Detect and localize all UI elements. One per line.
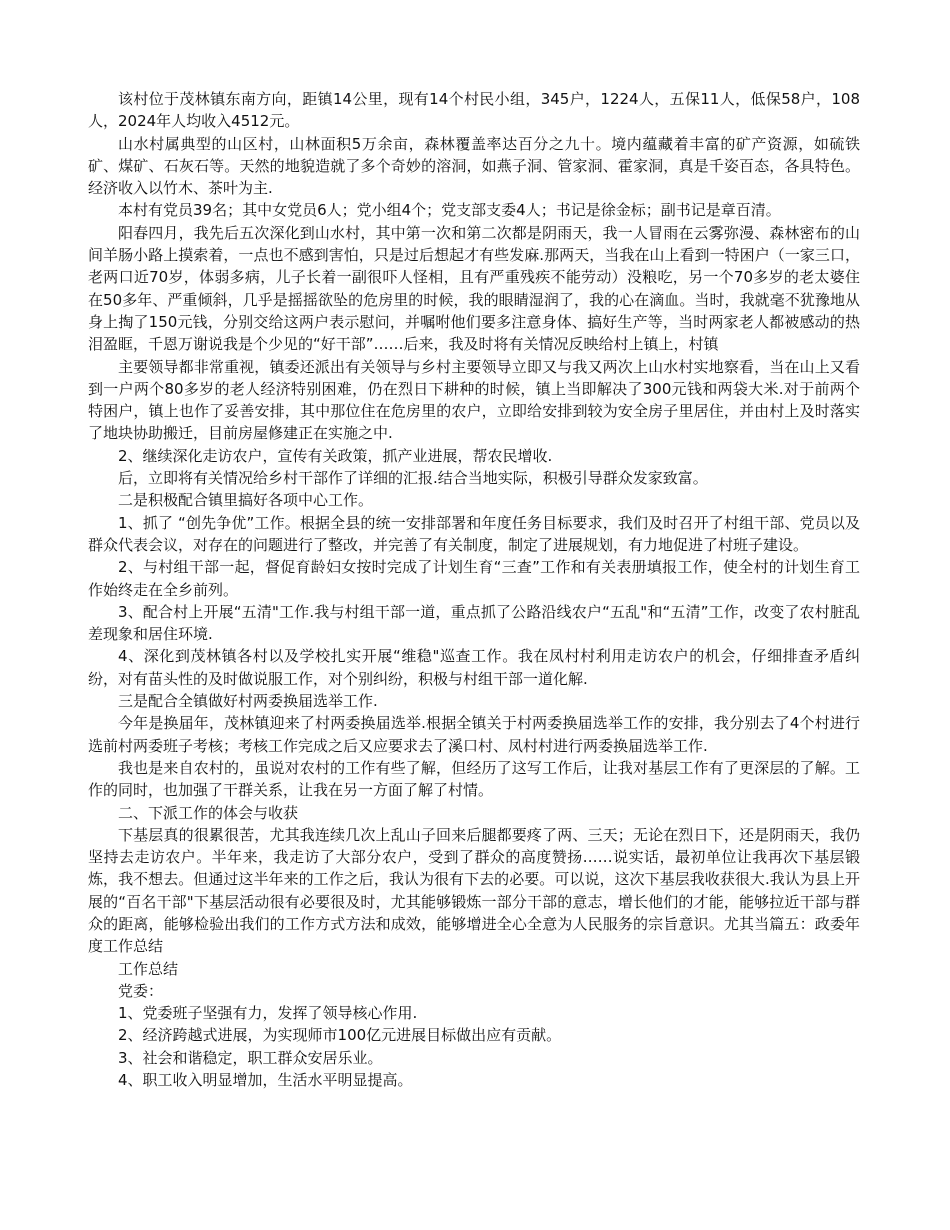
paragraph: 后，立即将有关情况给乡村干部作了详细的汇报.结合当地实际，积极引导群众发家致富。 — [118, 469, 708, 488]
paragraph: 我也是来自农村的，虽说对农村的工作有些了解，但经历了这写工作后，让我对基层工作有了更深层的了解。工作的同时，也加强了干群关系，让我在另一方面了解了村情。 — [88, 758, 860, 800]
paragraph: 4、深化到茂林镇各村以及学校扎实开展“维稳"巡查工作。我在凤村村利用走访农户的机会，仔细排查矛盾纠纷，对有苗头性的及时做说服工作，对个别纠纷，积极与村组干部一道化解. — [88, 647, 861, 688]
paragraph: 山水村属典型的山区村，山林面积5万余亩，森林覆盖率达百分之九十。境内蕴藏着丰富的矿产资源，如硫铁矿、煤矿、石灰石等。天然的地貌造就了多个奇妙的溶洞，如燕子洞、管家洞、霍家洞，真是千姿百态，各具特色。经济收入以竹木、茶叶为主. — [88, 134, 860, 198]
paragraph: 本村有党员39名；其中女党员6人；党小组4个；党支部支委4人；书记是徐金标；副书记是章百清。 — [118, 201, 781, 220]
paragraph: 2、继续深化走访农户，宣传有关政策，抓产业进展，帮农民增收. — [118, 446, 553, 465]
section-heading: 二是积极配合镇里搞好各项中心工作。 — [118, 491, 374, 510]
paragraph: 1、抓了 “创先争优”工作。根据全县的统一安排部署和年度任务目标要求，我们及时召开了村组干部、党员以及群众代表会议，对存在的问题进行了整改，并完善了有关制度，制定了进展规划，有力地促进了村班子建设。 — [88, 513, 860, 554]
paragraph: 阳春四月，我先后五次深化到山水村，其中第一次和第二次都是阴雨天，我一人冒雨在云雾弥漫、森林密布的山间羊肠小路上摸索着，一点也不感到害怕，只是过后想起才有些发麻.那两天，当我在山上看到一特困户（一家三口，老两口近70岁，体弱多病，儿子长着一副很吓人怪相，且有严重残疾不能劳动）没粮吃，另一个70多岁的老太婆住在50多年、严重倾斜，几乎是摇摇欲坠的危房里的时候，我的眼睛湿润了，我的心在滴血。当时，我就毫不犹豫地从身上掏了150元钱，分别交给这两户表示慰问，并嘱咐他们要多注意身体、搞好生产等，当时两家老人都被感动的热泪盈眶，千恩万谢说我是个少见的“好干部”……后来，我及时将有关情况反映给村上镇上，村镇 — [88, 223, 860, 354]
list-item: 3、社会和谐稳定，职工群众安居乐业。 — [118, 1048, 383, 1067]
paragraph: 下基层真的很累很苦，尤其我连续几次上乱山子回来后腿都要疼了两、三天；无论在烈日下，还是阴雨天，我仍坚持去走访农户。半年来，我走访了大部分农户，受到了群众的高度赞扬……说实话，最初单位让我再次下基层锻炼，我不想去。但通过这半年来的工作之后，我认为很有下去的必要。可以说，这次下基层我收获很大.我认为县上开展的“百名干部"下基层活动很有必要很及时，尤其能够锻炼一部分干部的意志，增长他们的才能，能够拉近干部与群众的距离，能够检验出我们的工作方式方法和成效，能够增进全心全意为人民服务的宗旨意识。尤其当篇五：政委年度工作总结 — [88, 825, 860, 956]
paragraph: 2、与村组干部一起，督促育龄妇女按时完成了计划生育“三查”工作和有关表册填报工作，使全村的计划生育工作始终走在全乡前列。 — [88, 558, 860, 599]
paragraph: 今年是换届年，茂林镇迎来了村两委换届选举.根据全镇关于村两委换届选举工作的安排，我分别去了4个村进行选前村两委班子考核；考核工作完成之后又应要求去了溪口村、凤村村进行两委换届选举工作. — [88, 714, 860, 755]
document-body — [88, 88, 860, 1091]
section-heading: 二、下派工作的体会与收获 — [118, 803, 299, 822]
paragraph: 党委： — [118, 981, 164, 1000]
list-item: 1、党委班子坚强有力，发挥了领导核心作用. — [118, 1004, 418, 1023]
list-item: 4、职工收入明显增加，生活水平明显提高。 — [118, 1071, 413, 1090]
section-heading: 三是配合全镇做好村两委换届选举工作. — [118, 692, 378, 711]
paragraph: 3、配合村上开展“五清"工作.我与村组干部一道，重点抓了公路沿线农户“五乱"和“五清”工作，改变了农村脏乱差现象和居住环境. — [88, 602, 860, 644]
paragraph: 该村位于茂林镇东南方向，距镇14公里，现有14个村民小组，345户，1224人，五保11人，低保58户，108人，2024年人均收入4512元。 — [88, 90, 860, 131]
section-heading: 工作总结 — [118, 959, 179, 978]
paragraph: 主要领导都非常重视，镇委还派出有关领导与乡村主要领导立即又与我又两次上山水村实地察看，当在山上又看到一户两个80多岁的老人经济特别困难，仍在烈日下耕种的时候，镇上当即解决了300元钱和两袋大米.对于前两个特困户，镇上也作了妥善安排，其中那位住在危房里的农户，立即给安排到较为安全房子里居住，并由村上及时落实了地块协助搬迁，目前房屋修建正在实施之中. — [88, 357, 860, 443]
list-item: 2、经济跨越式进展，为实现师市100亿元进展目标做出应有贡献。 — [118, 1026, 562, 1045]
